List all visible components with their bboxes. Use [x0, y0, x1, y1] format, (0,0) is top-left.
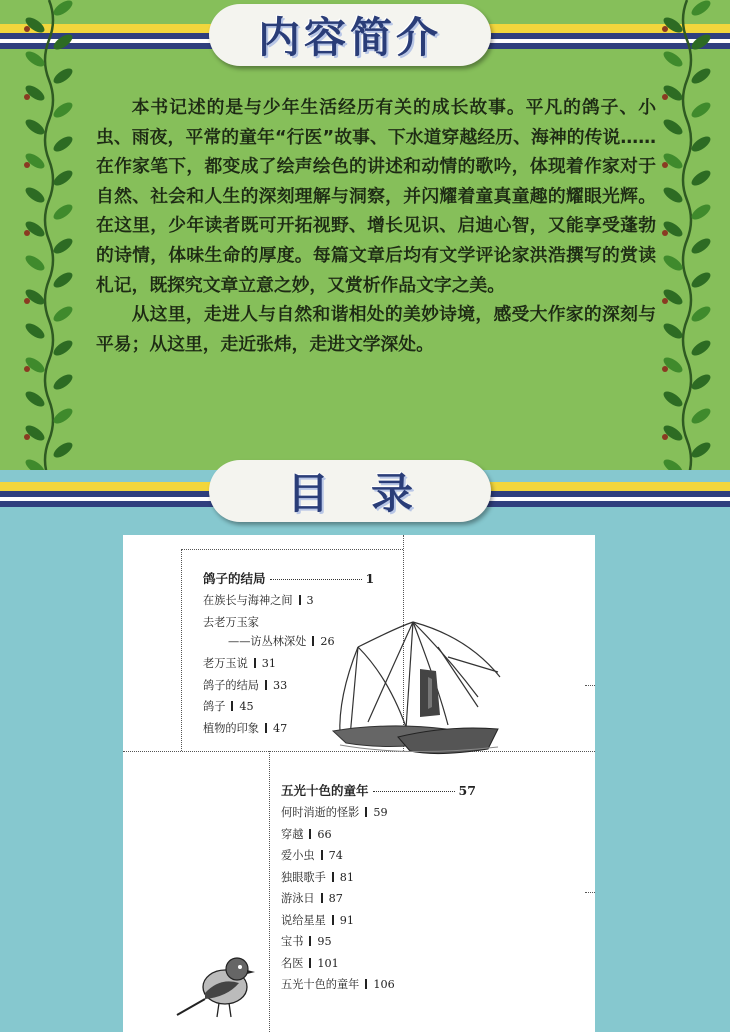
intro-title-banner	[209, 4, 491, 66]
toc-part-title[interactable]: 五光十色的童年 57	[281, 783, 476, 798]
toc-entry-title: 老万玉说	[203, 657, 248, 670]
toc-part-title[interactable]: 鸽子的结局 1	[203, 571, 375, 586]
intro-paragraph: 本书记述的是与少年生活经历有关的成长故事。平凡的鸽子、小虫、雨夜，平常的童年“行医”故事、下水道穿越经历、海神的传说……在作家笔下，都变成了绘声绘色的讲述和动情的歌吟，体现着作家对于自然、社会和人生的深刻理解与洞察，并闪耀着童真童趣的耀眼光辉。在这里，少年读者既可开拓视野、增长见识、启迪心智，又能享受蓬勃的诗情，体味生命的厚度。每篇文章后均有文学评论家洪浩撰写的赏读札记，既探究文章立意之妙，又赏析作品文字之美。	[96, 97, 656, 296]
toc-part-2	[281, 780, 476, 996]
vine-left-illustration	[14, 0, 84, 470]
toc-part-1	[203, 568, 374, 739]
toc-entry-page: 87	[328, 892, 343, 905]
toc-entry-title: 鸽子的结局	[203, 678, 259, 692]
toc-entry-page: 31	[261, 657, 277, 670]
separator-bar	[265, 680, 267, 690]
toc-title: 目录	[286, 469, 455, 518]
toc-entry-title: 穿越	[281, 827, 304, 841]
separator-bar	[299, 595, 301, 605]
toc-entry-title: 五光十色的童年	[281, 978, 360, 991]
sparrow-illustration	[175, 953, 257, 1021]
toc-entry-title: 植物的印象	[203, 721, 259, 735]
toc-entry[interactable]	[281, 910, 476, 932]
toc-entry[interactable]	[203, 675, 374, 697]
toc-entry-page: 33	[272, 678, 288, 692]
guide-line	[181, 549, 403, 550]
intro-text	[96, 93, 656, 359]
toc-entry[interactable]	[203, 718, 374, 740]
separator-bar	[231, 701, 233, 711]
toc-entry[interactable]	[281, 867, 476, 889]
intro-title: 内容简介	[257, 13, 442, 62]
dot-leader	[373, 791, 455, 792]
toc-entry[interactable]	[203, 612, 374, 634]
toc-entry-page: 3	[306, 594, 314, 607]
toc-entry[interactable]	[203, 590, 374, 612]
separator-bar	[332, 872, 334, 882]
separator-bar	[321, 893, 323, 903]
toc-entry-title: 鸽子	[203, 700, 226, 713]
toc-entry-page: 59	[373, 806, 388, 819]
toc-entry[interactable]	[281, 888, 476, 910]
toc-entry-title: 爱小虫	[281, 849, 315, 862]
vine-right-illustration	[652, 0, 722, 470]
toc-title-banner	[209, 460, 491, 522]
separator-bar	[309, 958, 311, 968]
toc-entry-page: 26	[320, 635, 335, 648]
toc-entry[interactable]	[281, 931, 476, 953]
toc-entry-title: 说给星星	[281, 913, 326, 927]
separator-bar	[309, 936, 311, 946]
toc-entry-page: 106	[373, 978, 395, 991]
separator-bar	[265, 723, 267, 733]
toc-entry-title: 名医	[281, 956, 304, 970]
toc-entry[interactable]	[281, 802, 476, 824]
toc-entry-title: 何时消逝的怪影	[281, 806, 360, 819]
toc-entry-title: 宝书	[281, 935, 304, 948]
separator-bar	[309, 829, 311, 839]
separator-bar	[321, 850, 323, 860]
toc-entry-page: 91	[339, 913, 355, 927]
dot-leader	[270, 579, 362, 580]
toc-entry-page: 74	[328, 849, 343, 862]
guide-line	[585, 685, 595, 686]
toc-entry-title: 独眼歌手	[281, 870, 326, 884]
separator-bar	[312, 636, 314, 646]
toc-entry-title: 游泳日	[281, 892, 315, 905]
toc-entry-title: 在族长与海神之间	[203, 594, 293, 607]
toc-entry[interactable]	[281, 953, 476, 975]
toc-entry-page: 66	[317, 827, 332, 841]
guide-line	[181, 549, 182, 751]
toc-entry-page: 81	[339, 870, 355, 884]
toc-entry[interactable]	[281, 824, 476, 846]
toc-entry[interactable]	[203, 696, 374, 718]
separator-bar	[365, 979, 367, 989]
toc-entry[interactable]	[281, 845, 476, 867]
toc-entry-page: 95	[317, 935, 332, 948]
toc-entry-page: 101	[317, 956, 339, 970]
intro-paragraph: 从这里，走进人与自然和谐相处的美妙诗境，感受大作家的深刻与平易；从这里，走近张炜，走进文学深处。	[96, 304, 656, 355]
toc-entry-title: 去老万玉家	[203, 615, 259, 629]
separator-bar	[365, 807, 367, 817]
toc-page	[123, 535, 595, 1032]
guide-line	[585, 892, 595, 893]
toc-entry-page: 47	[272, 721, 288, 735]
guide-line	[269, 751, 270, 1032]
separator-bar	[332, 915, 334, 925]
toc-entry-title: ——访丛林深处	[228, 635, 307, 648]
intro-section	[0, 0, 730, 470]
toc-entry[interactable]	[281, 974, 476, 996]
toc-entry-page: 45	[239, 700, 254, 713]
toc-entry[interactable]	[203, 653, 374, 675]
separator-bar	[254, 658, 256, 668]
toc-entry[interactable]	[203, 633, 374, 653]
